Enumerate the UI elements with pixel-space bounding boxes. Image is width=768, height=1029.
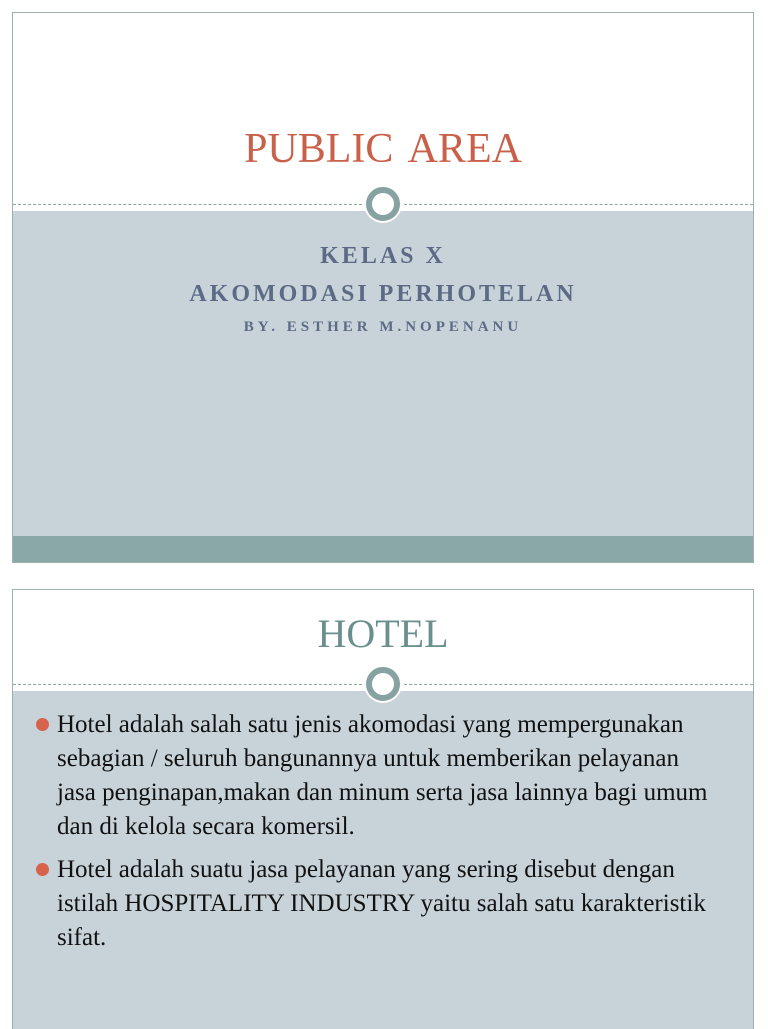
bullet-dot-icon — [36, 718, 49, 731]
list-item — [35, 708, 723, 844]
slide-title: HOTEL — [317, 611, 449, 656]
list-item — [35, 853, 723, 955]
class-label: KELAS X — [320, 243, 446, 269]
ring-ornament-icon — [366, 187, 400, 221]
slide-title: PUBLIC AREA — [244, 126, 522, 172]
bullet-text: Hotel adalah salah satu jenis akomodasi yang mempergunakan sebagian / seluruh bangunannya untuk memberikan pelayanan jasa penginapan,makan dan minum serta jasa lainnya bagi umum dan di kelola secara komersil. — [57, 711, 708, 840]
slide-hotel — [12, 589, 754, 1029]
title-area — [13, 13, 753, 206]
ring-ornament-icon — [366, 667, 400, 701]
bullet-list — [35, 708, 723, 964]
subject-label: AKOMODASI PERHOTELAN — [189, 281, 577, 307]
footer-bar — [13, 536, 753, 563]
bullet-dot-icon — [36, 863, 49, 876]
slide-public-area — [12, 12, 754, 563]
author-label: BY. ESTHER M.NOPENANU — [243, 319, 523, 335]
bullet-text: Hotel adalah suatu jasa pelayanan yang sering disebut dengan istilah HOSPITALITY INDUSTRY yaitu salah satu karakteristik sifat. — [57, 856, 706, 951]
